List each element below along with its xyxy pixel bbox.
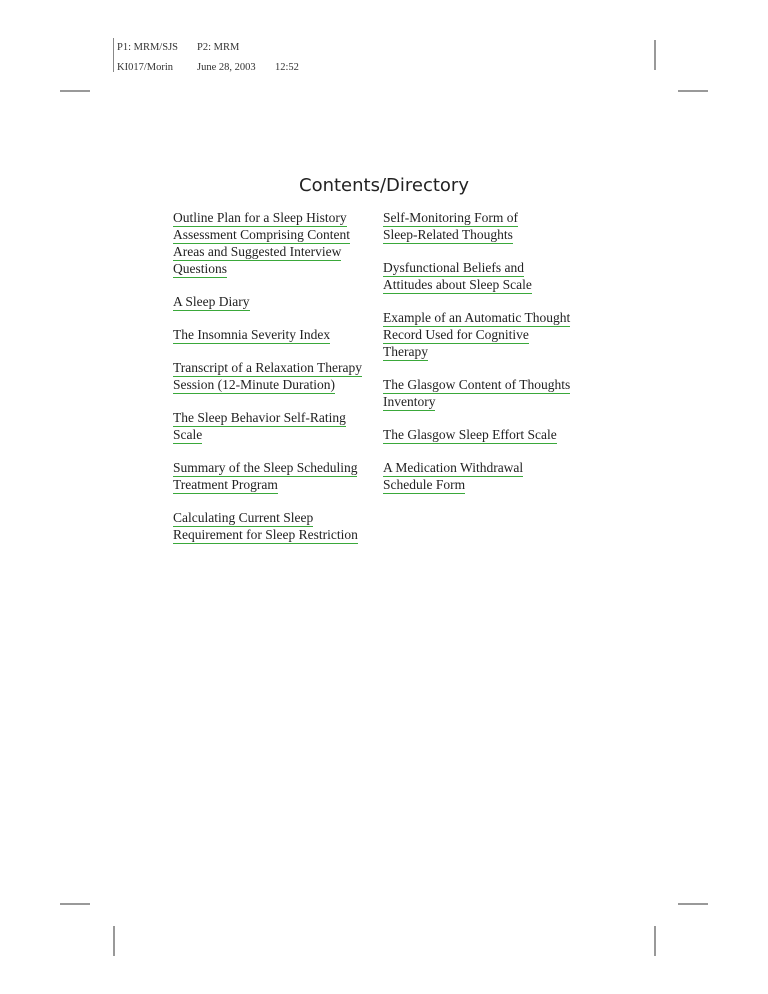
contents-link[interactable] [173,210,368,278]
header-p2: P2: MRM [197,42,240,53]
contents-link-line[interactable]: Example of an Automatic Thought [383,310,571,325]
contents-link-line[interactable]: Outline Plan for a Sleep History [173,210,347,225]
contents-link-line[interactable]: Calculating Current Sleep [173,510,314,525]
contents-link[interactable] [383,377,583,411]
contents-link-line[interactable]: Sleep-Related Thoughts [383,227,513,242]
page-title: Contents/Directory [299,175,469,196]
crop-mark [60,90,90,92]
contents-link-line[interactable]: Areas and Suggested Interview [173,244,342,259]
contents-link-line[interactable]: The Sleep Behavior Self-Rating [173,410,346,425]
contents-link-line[interactable]: Record Used for Cognitive [383,327,529,342]
header-p1: P1: MRM/SJS [117,42,178,53]
print-header [113,38,299,78]
contents-link[interactable] [173,294,368,311]
contents-link[interactable] [383,260,583,294]
contents-link-line[interactable]: A Medication Withdrawal [383,460,524,475]
contents-link-line[interactable]: Schedule Form [383,477,466,492]
header-date: June 28, 2003 [197,62,256,73]
contents-link-line[interactable]: Treatment Program [173,477,278,492]
crop-mark [678,90,708,92]
contents-link-line[interactable]: Assessment Comprising Content [173,227,351,242]
contents-right-column [383,210,583,494]
contents-link-line[interactable]: The Glasgow Sleep Effort Scale [383,427,557,442]
contents-link[interactable] [383,427,583,444]
contents-link[interactable] [173,327,368,344]
crop-mark [113,926,115,956]
contents-link-line[interactable]: Transcript of a Relaxation Therapy [173,360,362,375]
header-code: KI017/Morin [117,62,173,73]
contents-link[interactable] [173,460,368,494]
contents-link-line[interactable]: Therapy [383,344,428,359]
contents-link-line[interactable]: The Glasgow Content of Thoughts [383,377,571,392]
contents-link-line[interactable]: Scale [173,427,203,442]
contents-link-line[interactable]: Attitudes about Sleep Scale [383,277,532,292]
contents-link[interactable] [383,460,583,494]
contents-link[interactable] [383,210,583,244]
contents-link-line[interactable]: Questions [173,261,227,276]
contents-link[interactable] [383,310,583,361]
crop-mark [60,903,90,905]
contents-link-line[interactable]: The Insomnia Severity Index [173,327,331,342]
crop-mark [654,926,656,956]
contents-link-line[interactable]: Requirement for Sleep Restriction [173,527,358,542]
contents-left-column [173,210,368,544]
contents-link-line[interactable]: A Sleep Diary [173,294,250,309]
contents-link-line[interactable]: Dysfunctional Beliefs and [383,260,524,275]
header-time: 12:52 [275,62,299,73]
contents-link[interactable] [173,360,368,394]
contents-link[interactable] [173,510,368,544]
crop-mark [654,40,656,70]
contents-link[interactable] [173,410,368,444]
contents-link-line[interactable]: Summary of the Sleep Scheduling [173,460,358,475]
contents-link-line[interactable]: Inventory [383,394,436,409]
contents-link-line[interactable]: Self-Monitoring Form of [383,210,518,225]
contents-link-line[interactable]: Session (12-Minute Duration) [173,377,335,392]
crop-mark [678,903,708,905]
